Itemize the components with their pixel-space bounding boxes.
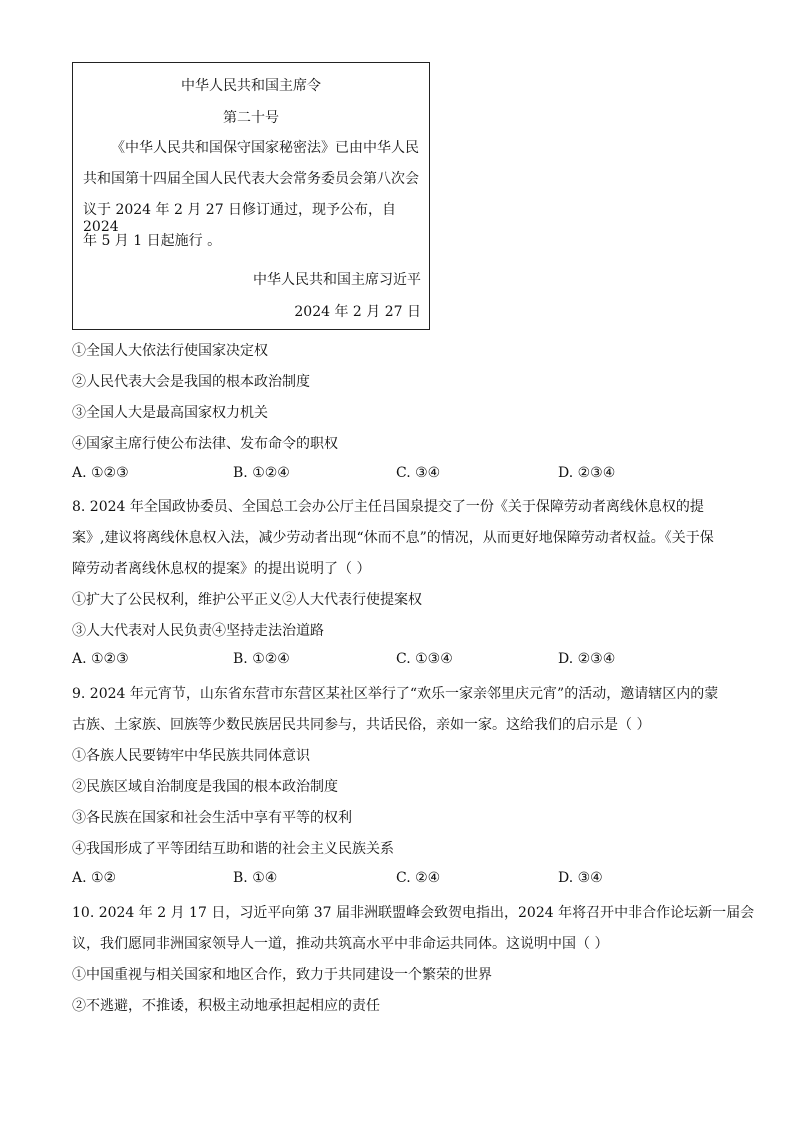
q9-option-b[interactable]: B. ①④	[233, 870, 278, 886]
decree-body-line: 年 5 月 1 日起施行 。	[83, 233, 222, 249]
decree-body-line: 共和国第十四届全国人民代表大会常务委员会第八次会	[83, 171, 419, 187]
q9-option-c[interactable]: C. ②④	[396, 870, 441, 886]
q9-statement: ②民族区域自治制度是我国的根本政治制度	[72, 779, 338, 795]
q9-option-a[interactable]: A. ①②	[72, 870, 117, 886]
q9-stem: 古族、土家族、回族等少数民族居民共同参与，共话民俗，亲如一家。这给我们的启示是（ ）	[72, 717, 651, 733]
decree-body-line: 议于 2024 年 2 月 27 日修订通过，现予公布，自 2024	[83, 202, 397, 235]
decree-signature: 中华人民共和国主席习近平	[253, 272, 421, 288]
q9-statement: ④我国形成了平等团结互助和谐的社会主义民族关系	[72, 841, 394, 857]
decree-number: 第二十号	[223, 110, 279, 126]
q8-option-a[interactable]: A. ①②③	[72, 651, 129, 667]
q7-statement: ④国家主席行使公布法律、发布命令的职权	[72, 436, 338, 452]
decree-body-line: 《中华人民共和国保守国家秘密法》已由中华人民	[111, 140, 419, 156]
q8-statement: ①扩大了公民权利，维护公平正义②人大代表行使提案权	[72, 592, 422, 608]
q10-statement: ②不逃避，不推诿，积极主动地承担起相应的责任	[72, 998, 380, 1014]
q7-statement: ①全国人大依法行使国家决定权	[72, 343, 268, 359]
q9-statement: ③各民族在国家和社会生活中享有平等的权利	[72, 810, 352, 826]
q9-statement: ①各族人民要铸牢中华民族共同体意识	[72, 748, 310, 764]
decree-title: 中华人民共和国主席令	[181, 78, 321, 94]
q8-stem: 8. 2024 年全国政协委员、全国总工会办公厅主任吕国泉提交了一份《关于保障劳动者离线休息权的提	[72, 499, 704, 515]
q7-statement: ②人民代表大会是我国的根本政治制度	[72, 374, 310, 390]
q9-option-d[interactable]: D. ③④	[558, 870, 603, 886]
q7-option-a[interactable]: A. ①②③	[72, 465, 129, 481]
q7-option-d[interactable]: D. ②③④	[558, 465, 616, 481]
q10-stem: 10. 2024 年 2 月 17 日，习近平向第 37 届非洲联盟峰会致贺电指出，2024 年将召开中非合作论坛新一届会	[72, 905, 755, 921]
q8-stem: 障劳动者离线休息权的提案》的提出说明了（ ）	[72, 561, 371, 577]
q8-option-c[interactable]: C. ①③④	[396, 651, 453, 667]
q10-stem: 议，我们愿同非洲国家领导人一道，推动共筑高水平中非命运共同体。这说明中国（ ）	[72, 936, 609, 952]
q9-stem: 9. 2024 年元宵节，山东省东营市东营区某社区举行了“欢乐一家亲邻里庆元宵”的活动，邀请辖区内的蒙	[72, 686, 719, 702]
q8-stem: 案》,建议将离线休息权入法，减少劳动者出现“休而不息”的情况，从而更好地保障劳动者权益。《关于保	[72, 530, 714, 546]
decree-date: 2024 年 2 月 27 日	[294, 304, 421, 320]
q8-option-d[interactable]: D. ②③④	[558, 651, 616, 667]
q8-option-b[interactable]: B. ①②④	[233, 651, 290, 667]
q7-statement: ③全国人大是最高国家权力机关	[72, 405, 268, 421]
decree-box	[72, 62, 430, 330]
q8-statement: ③人大代表对人民负责④坚持走法治道路	[72, 623, 324, 639]
q7-option-b[interactable]: B. ①②④	[233, 465, 290, 481]
q7-option-c[interactable]: C. ③④	[396, 465, 441, 481]
q10-statement: ①中国重视与相关国家和地区合作，致力于共同建设一个繁荣的世界	[72, 967, 492, 983]
